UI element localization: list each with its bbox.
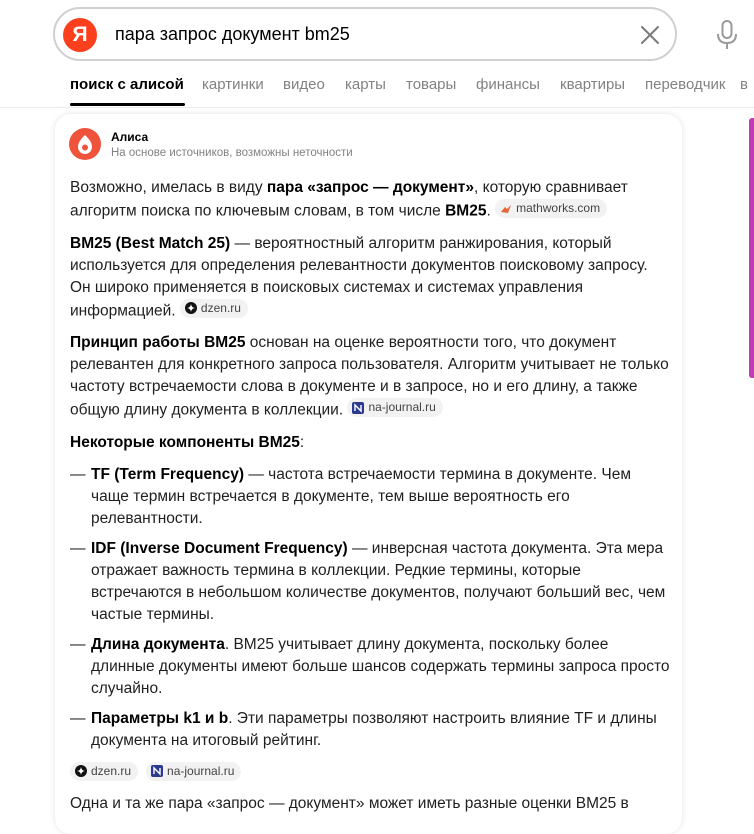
text: — частота встречаемости термина в документе. Чем чаще термин встречается в документе, тем выше вероятность его релевантности. — [91, 465, 631, 527]
answer-content — [70, 177, 670, 825]
tab-video[interactable]: видео — [283, 76, 325, 93]
components-list — [70, 464, 670, 752]
na-journal-icon — [352, 402, 364, 414]
source-label: mathworks.com — [516, 201, 601, 215]
list-sources — [70, 762, 670, 781]
source-chip-mathworks[interactable] — [495, 199, 607, 218]
text: Одна и та же пара «запрос — документ» может иметь разные оценки BM25 в — [70, 794, 629, 812]
tab-maps[interactable]: карты — [345, 76, 386, 93]
answer-paragraph — [70, 432, 670, 454]
answer-paragraph — [70, 177, 670, 223]
search-box[interactable] — [53, 7, 677, 61]
tab-images[interactable]: картинки — [202, 76, 264, 93]
header-divider — [0, 107, 754, 108]
list-item — [70, 538, 670, 626]
answer-paragraph — [70, 332, 670, 422]
text: , которую сравнивает алгоритм поиска по ключевым словам, в том числе — [70, 179, 628, 220]
source-chip-na-journal[interactable] — [146, 762, 241, 781]
bold-text: BM25 (Best Match 25) — [70, 234, 231, 252]
answer-paragraph — [70, 793, 670, 815]
bold-text: BM25 — [445, 202, 487, 220]
text: . — [486, 202, 491, 220]
text: основан на оценке вероятности того, что документ релевантен для конкретного запроса пользователя. Алгоритм учитывает не только частоту встречаемости слова в документе и в запросе, но и его длину, а также общую длину документа в коллекции. — [70, 334, 669, 419]
bold-text: Параметры k1 и b — [91, 709, 229, 727]
tab-finance[interactable]: финансы — [476, 76, 540, 93]
source-chip-dzen[interactable] — [70, 762, 138, 781]
text: — инверсная частота документа. Эта мера отражает важность термина в коллекции. Редкие термины, которые встречаются в небольшом количестве документов, получают больший вес, чем частые термины. — [91, 539, 666, 623]
dash: — — [70, 539, 86, 557]
dash: — — [70, 635, 86, 653]
answer-paragraph — [70, 233, 670, 323]
source-label: dzen.ru — [91, 763, 132, 778]
alice-answer-card — [55, 114, 682, 834]
list-item — [70, 464, 670, 530]
bold-text: TF (Term Frequency) — [91, 465, 245, 483]
source-chip-dzen[interactable] — [180, 299, 248, 318]
source-label: na-journal.ru — [167, 763, 235, 778]
alice-avatar-icon — [69, 128, 101, 160]
text: . BM25 учитывает длину документа, поскольку более длинные документы имеют больше шансов содержать термины запроса просто случайно. — [91, 635, 670, 697]
dash: — — [70, 465, 86, 483]
side-panel-edge — [749, 118, 754, 378]
bold-text: Некоторые компоненты BM25 — [70, 433, 300, 451]
text: — вероятностный алгоритм ранжирования, который используется для определения релевантности документов поисковому запросу. Он широко применяется в поисковых системах и системах управления информацией. — [70, 234, 648, 319]
tab-more[interactable]: в — [740, 76, 748, 93]
tab-apartments[interactable]: квартиры — [560, 76, 626, 93]
source-chip-na-journal[interactable] — [347, 398, 442, 417]
bold-text: Принцип работы BM25 — [70, 334, 246, 351]
mathworks-icon — [500, 203, 512, 215]
close-icon[interactable] — [639, 24, 661, 46]
bold-text: IDF (Inverse Document Frequency) — [91, 539, 348, 557]
na-journal-icon — [151, 765, 163, 777]
text: Возможно, имелась в виду — [70, 179, 267, 196]
yandex-logo[interactable]: Я — [63, 18, 97, 52]
source-label: na-journal.ru — [368, 400, 436, 414]
source-label: dzen.ru — [200, 300, 241, 315]
text: . Эти параметры позволяют настроить влияние TF и длины документа на итоговый рейтинг. — [91, 709, 657, 749]
alice-disclaimer: На основе источников, возможны неточности — [111, 147, 353, 159]
tab-alice-search[interactable]: поиск с алисой — [70, 76, 184, 93]
list-item — [70, 708, 670, 752]
alice-name: Алиса — [111, 130, 149, 144]
bold-text: Длина документа — [91, 635, 225, 653]
bold-text: пара «запрос — документ» — [266, 179, 474, 196]
search-input[interactable]: пара запрос документ bm25 — [115, 24, 350, 44]
text: : — [299, 433, 305, 451]
dzen-icon — [75, 765, 87, 777]
list-item — [70, 634, 670, 700]
dash: — — [70, 709, 86, 727]
microphone-icon[interactable] — [716, 20, 738, 50]
tab-products[interactable]: товары — [406, 76, 457, 93]
dzen-icon — [185, 302, 197, 314]
active-tab-indicator — [70, 103, 185, 106]
tab-translator[interactable]: переводчик — [645, 76, 726, 93]
